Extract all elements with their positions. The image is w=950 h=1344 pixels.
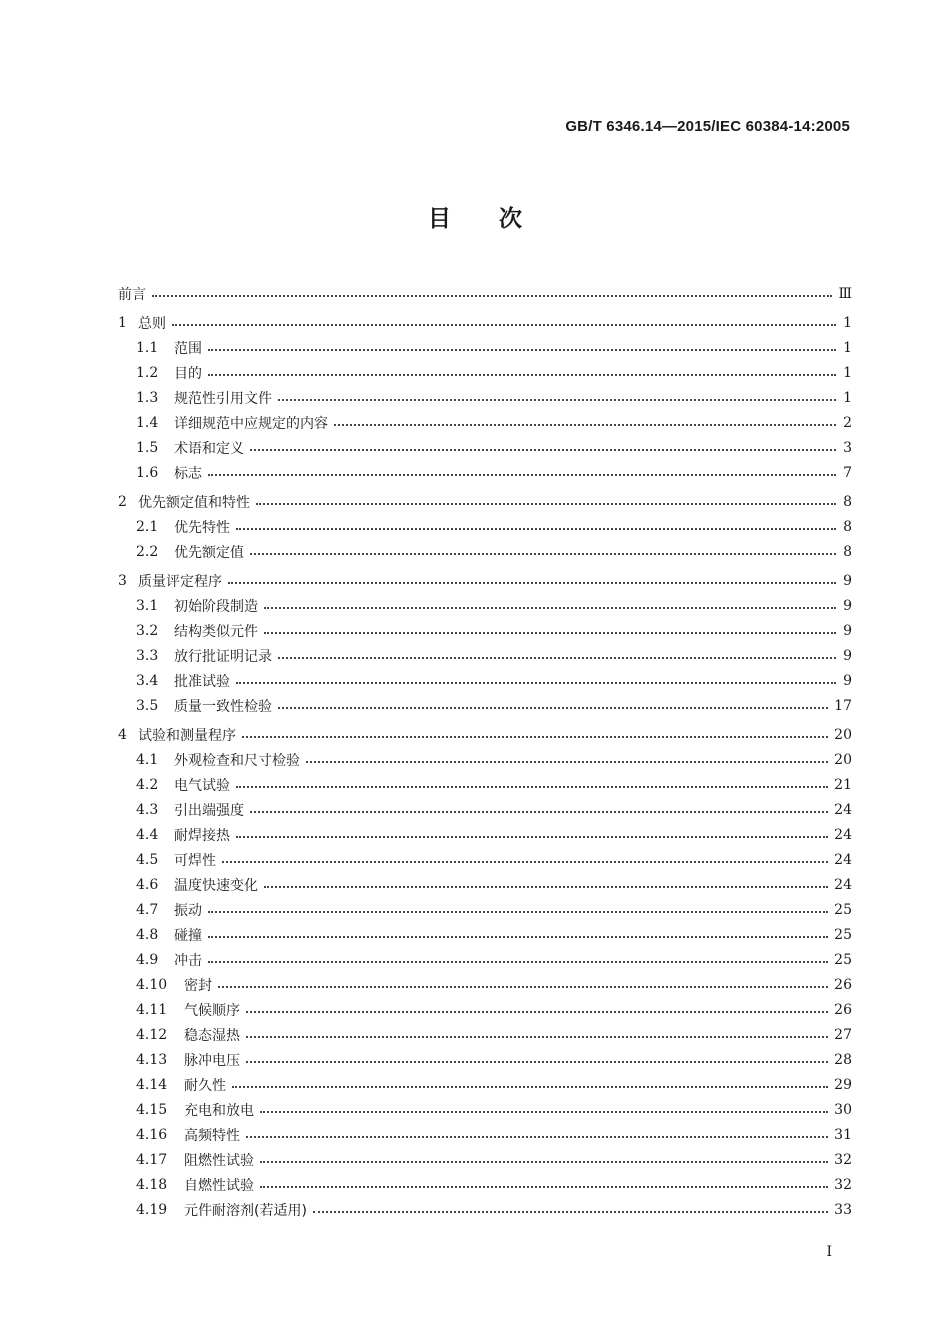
toc-entry[interactable] bbox=[118, 1097, 852, 1122]
toc-entry[interactable] bbox=[118, 922, 852, 947]
toc-entry-label: 规范性引用文件 bbox=[174, 390, 272, 407]
toc-entry-label: 范围 bbox=[174, 340, 202, 357]
toc-leader-dots bbox=[246, 1060, 828, 1063]
toc-leader-dots bbox=[236, 681, 836, 684]
toc-entry[interactable] bbox=[118, 797, 852, 822]
toc-entry-page: 20 bbox=[834, 726, 852, 743]
title-char-2: 次 bbox=[499, 206, 522, 232]
page-number: I bbox=[826, 1244, 832, 1260]
toc-entry-number: 2.2 bbox=[136, 543, 159, 560]
toc-leader-dots bbox=[228, 581, 836, 584]
toc-entry-label: 碰撞 bbox=[174, 927, 202, 944]
toc-entry-page: 25 bbox=[834, 901, 852, 918]
toc-entry-label: 气候顺序 bbox=[184, 1002, 240, 1019]
toc-entry-page: 24 bbox=[834, 801, 852, 818]
toc-leader-dots bbox=[278, 706, 828, 709]
toc-entry[interactable] bbox=[118, 618, 852, 643]
toc-entry-number: 4.7 bbox=[136, 901, 159, 918]
toc-entry-number: 1.1 bbox=[136, 339, 159, 356]
toc-entry-number: 4.1 bbox=[136, 751, 159, 768]
toc-leader-dots bbox=[250, 810, 828, 813]
toc-entry-page: 1 bbox=[843, 389, 852, 406]
toc-entry[interactable] bbox=[118, 1147, 852, 1172]
toc-leader-dots bbox=[250, 448, 836, 451]
toc-entry-page: 9 bbox=[843, 647, 852, 664]
toc-entry-number: 4.13 bbox=[136, 1051, 168, 1068]
toc-leader-dots bbox=[208, 935, 828, 938]
toc-entry[interactable] bbox=[118, 822, 852, 847]
toc-entry-number: 4.17 bbox=[136, 1151, 168, 1168]
toc-entry[interactable] bbox=[118, 997, 852, 1022]
toc-leader-dots bbox=[208, 910, 828, 913]
toc-entry-number: 1.6 bbox=[136, 464, 159, 481]
toc-entry-label: 温度快速变化 bbox=[174, 877, 258, 894]
toc-leader-dots bbox=[208, 473, 836, 476]
toc-entry-number: 4.16 bbox=[136, 1126, 168, 1143]
toc-entry[interactable] bbox=[118, 668, 852, 693]
toc-entry-page: 32 bbox=[834, 1176, 852, 1193]
toc-leader-dots bbox=[218, 985, 828, 988]
toc-entry-number: 1 bbox=[118, 314, 127, 331]
toc-entry[interactable] bbox=[118, 385, 852, 410]
toc-entry[interactable] bbox=[118, 1172, 852, 1197]
toc-entry-number: 4.9 bbox=[136, 951, 159, 968]
toc-entry-number: 4.3 bbox=[136, 801, 159, 818]
toc-entry[interactable] bbox=[118, 335, 852, 360]
toc-entry-page: 28 bbox=[834, 1051, 852, 1068]
toc-leader-dots bbox=[250, 552, 836, 555]
toc-entry-page: 8 bbox=[843, 493, 852, 510]
toc-entry-label: 冲击 bbox=[174, 952, 202, 969]
toc-entry-page: 27 bbox=[834, 1026, 852, 1043]
toc-entry-label: 初始阶段制造 bbox=[174, 598, 258, 615]
toc-entry[interactable] bbox=[118, 722, 852, 747]
toc-leader-dots bbox=[236, 527, 836, 530]
toc-entry-page: 26 bbox=[834, 976, 852, 993]
toc-entry-number: 3.3 bbox=[136, 647, 159, 664]
toc-entry[interactable] bbox=[118, 460, 852, 485]
toc-leader-dots bbox=[260, 1110, 828, 1113]
toc-entry-label: 高频特性 bbox=[184, 1127, 240, 1144]
toc-entry-number: 4 bbox=[118, 726, 127, 743]
toc-leader-dots bbox=[222, 860, 828, 863]
toc-entry-label: 批准试验 bbox=[174, 673, 230, 690]
toc-entry-page: 9 bbox=[843, 572, 852, 589]
toc-leader-dots bbox=[260, 1160, 828, 1163]
toc-entry-number: 3.1 bbox=[136, 597, 159, 614]
title-char-1: 目 bbox=[428, 206, 451, 232]
toc-entry-page: 24 bbox=[834, 826, 852, 843]
toc-entry-page: 31 bbox=[834, 1126, 852, 1143]
toc-entry[interactable] bbox=[118, 435, 852, 460]
toc-entry-label: 详细规范中应规定的内容 bbox=[174, 415, 328, 432]
toc-entry[interactable] bbox=[118, 593, 852, 618]
toc-entry-number: 4.6 bbox=[136, 876, 159, 893]
toc-entry-page: 29 bbox=[834, 1076, 852, 1093]
toc-entry-label: 脉冲电压 bbox=[184, 1052, 240, 1069]
toc-entry-page: 9 bbox=[843, 597, 852, 614]
standard-code: GB/T 6346.14—2015/IEC 60384-14:2005 bbox=[565, 118, 850, 135]
toc-leader-dots bbox=[306, 760, 828, 763]
toc-entry-page: 24 bbox=[834, 851, 852, 868]
toc-entry-label: 振动 bbox=[174, 902, 202, 919]
toc-leader-dots bbox=[232, 1085, 828, 1088]
toc-entry-label: 结构类似元件 bbox=[174, 623, 258, 640]
toc-entry-label: 可焊性 bbox=[174, 852, 216, 869]
toc-leader-dots bbox=[334, 423, 836, 426]
toc-entry-number: 3.2 bbox=[136, 622, 159, 639]
toc-entry-page: 26 bbox=[834, 1001, 852, 1018]
toc-entry-number: 1.4 bbox=[136, 414, 159, 431]
toc-entry-label: 质量评定程序 bbox=[138, 573, 222, 590]
toc-entry[interactable] bbox=[118, 281, 852, 306]
toc-leader-dots bbox=[172, 323, 836, 326]
toc-entry[interactable] bbox=[118, 1122, 852, 1147]
toc-leader-dots bbox=[246, 1135, 828, 1138]
toc-entry[interactable] bbox=[118, 410, 852, 435]
table-of-contents bbox=[118, 281, 852, 1222]
toc-entry-label: 优先特性 bbox=[174, 519, 230, 536]
toc-leader-dots bbox=[246, 1010, 828, 1013]
toc-entry-page: 3 bbox=[843, 439, 852, 456]
toc-entry-number: 3.4 bbox=[136, 672, 159, 689]
toc-entry-page: 1 bbox=[843, 339, 852, 356]
toc-entry-number: 2 bbox=[118, 493, 127, 510]
toc-leader-dots bbox=[246, 1035, 828, 1038]
toc-leader-dots bbox=[152, 294, 832, 297]
toc-leader-dots bbox=[208, 348, 836, 351]
page-title bbox=[0, 200, 950, 233]
toc-entry-number: 4.18 bbox=[136, 1176, 168, 1193]
toc-entry-label: 标志 bbox=[174, 465, 202, 482]
toc-leader-dots bbox=[256, 502, 836, 505]
toc-leader-dots bbox=[208, 960, 828, 963]
toc-entry-label: 放行批证明记录 bbox=[174, 648, 272, 665]
toc-entry-label: 阻燃性试验 bbox=[184, 1152, 254, 1169]
toc-entry-label: 外观检查和尺寸检验 bbox=[174, 752, 300, 769]
toc-entry-label: 优先额定值和特性 bbox=[138, 494, 250, 511]
toc-entry-label: 优先额定值 bbox=[174, 544, 244, 561]
toc-entry-page: 1 bbox=[843, 364, 852, 381]
toc-entry-number: 3 bbox=[118, 572, 127, 589]
toc-entry-number: 4.8 bbox=[136, 926, 159, 943]
toc-entry-page: 30 bbox=[834, 1101, 852, 1118]
toc-entry-number: 1.3 bbox=[136, 389, 159, 406]
toc-leader-dots bbox=[264, 631, 836, 634]
toc-entry-page: 33 bbox=[834, 1201, 852, 1218]
toc-entry[interactable] bbox=[118, 693, 852, 718]
toc-leader-dots bbox=[260, 1185, 828, 1188]
toc-entry-label: 稳态湿热 bbox=[184, 1027, 240, 1044]
toc-entry-page: 25 bbox=[834, 926, 852, 943]
toc-entry-number: 4.19 bbox=[136, 1201, 168, 1218]
toc-entry-label: 术语和定义 bbox=[174, 440, 244, 457]
toc-entry[interactable] bbox=[118, 1197, 852, 1222]
toc-entry[interactable] bbox=[118, 310, 852, 335]
toc-leader-dots bbox=[236, 835, 828, 838]
toc-entry-number: 4.14 bbox=[136, 1076, 168, 1093]
toc-entry[interactable] bbox=[118, 947, 852, 972]
toc-leader-dots bbox=[208, 373, 836, 376]
toc-entry[interactable] bbox=[118, 1047, 852, 1072]
toc-entry-page: 9 bbox=[843, 622, 852, 639]
toc-entry[interactable] bbox=[118, 643, 852, 668]
toc-entry-number: 3.5 bbox=[136, 697, 159, 714]
toc-entry[interactable] bbox=[118, 747, 852, 772]
toc-entry[interactable] bbox=[118, 897, 852, 922]
toc-entry[interactable] bbox=[118, 514, 852, 539]
toc-entry-page: 9 bbox=[843, 672, 852, 689]
toc-entry-page: 7 bbox=[843, 464, 852, 481]
toc-entry-page: 1 bbox=[843, 314, 852, 331]
toc-entry-page: 17 bbox=[834, 697, 852, 714]
toc-entry-label: 质量一致性检验 bbox=[174, 698, 272, 715]
toc-entry-page: 8 bbox=[843, 518, 852, 535]
toc-entry-page: 24 bbox=[834, 876, 852, 893]
toc-entry[interactable] bbox=[118, 972, 852, 997]
toc-entry-label: 自燃性试验 bbox=[184, 1177, 254, 1194]
toc-entry-number: 4.4 bbox=[136, 826, 159, 843]
toc-entry[interactable] bbox=[118, 1022, 852, 1047]
toc-leader-dots bbox=[278, 656, 836, 659]
toc-leader-dots bbox=[264, 885, 828, 888]
toc-entry-label: 总则 bbox=[138, 315, 166, 332]
toc-entry-label: 目的 bbox=[174, 365, 202, 382]
toc-entry[interactable] bbox=[118, 568, 852, 593]
toc-entry-label: 电气试验 bbox=[174, 777, 230, 794]
toc-entry-number: 4.12 bbox=[136, 1026, 168, 1043]
toc-entry-label: 耐久性 bbox=[184, 1077, 226, 1094]
toc-entry-page: 32 bbox=[834, 1151, 852, 1168]
toc-entry[interactable] bbox=[118, 847, 852, 872]
toc-entry[interactable] bbox=[118, 489, 852, 514]
toc-leader-dots bbox=[236, 785, 828, 788]
toc-entry[interactable] bbox=[118, 539, 852, 564]
toc-entry-label: 引出端强度 bbox=[174, 802, 244, 819]
toc-entry-number: 1.5 bbox=[136, 439, 159, 456]
toc-entry-number: 4.15 bbox=[136, 1101, 168, 1118]
toc-entry-label: 充电和放电 bbox=[184, 1102, 254, 1119]
toc-leader-dots bbox=[264, 606, 836, 609]
toc-entry-page: 2 bbox=[843, 414, 852, 431]
toc-leader-dots bbox=[242, 735, 828, 738]
toc-entry-page: 20 bbox=[834, 751, 852, 768]
toc-entry-number: 4.11 bbox=[136, 1001, 168, 1018]
toc-entry[interactable] bbox=[118, 872, 852, 897]
toc-entry-label: 耐焊接热 bbox=[174, 827, 230, 844]
toc-entry-label: 元件耐溶剂(若适用) bbox=[184, 1202, 307, 1219]
toc-entry-page: 25 bbox=[834, 951, 852, 968]
toc-leader-dots bbox=[313, 1210, 828, 1213]
toc-entry-number: 4.5 bbox=[136, 851, 159, 868]
toc-entry-number: 4.10 bbox=[136, 976, 168, 993]
toc-entry-label: 前言 bbox=[118, 286, 146, 303]
toc-leader-dots bbox=[278, 398, 836, 401]
toc-entry[interactable] bbox=[118, 360, 852, 385]
toc-entry[interactable] bbox=[118, 1072, 852, 1097]
toc-entry[interactable] bbox=[118, 772, 852, 797]
toc-entry-number: 2.1 bbox=[136, 518, 159, 535]
toc-entry-label: 密封 bbox=[184, 977, 212, 994]
toc-entry-page: 21 bbox=[834, 776, 852, 793]
toc-entry-page: Ⅲ bbox=[838, 285, 852, 302]
toc-entry-number: 1.2 bbox=[136, 364, 159, 381]
toc-entry-label: 试验和测量程序 bbox=[138, 727, 236, 744]
toc-entry-number: 4.2 bbox=[136, 776, 159, 793]
toc-entry-page: 8 bbox=[843, 543, 852, 560]
